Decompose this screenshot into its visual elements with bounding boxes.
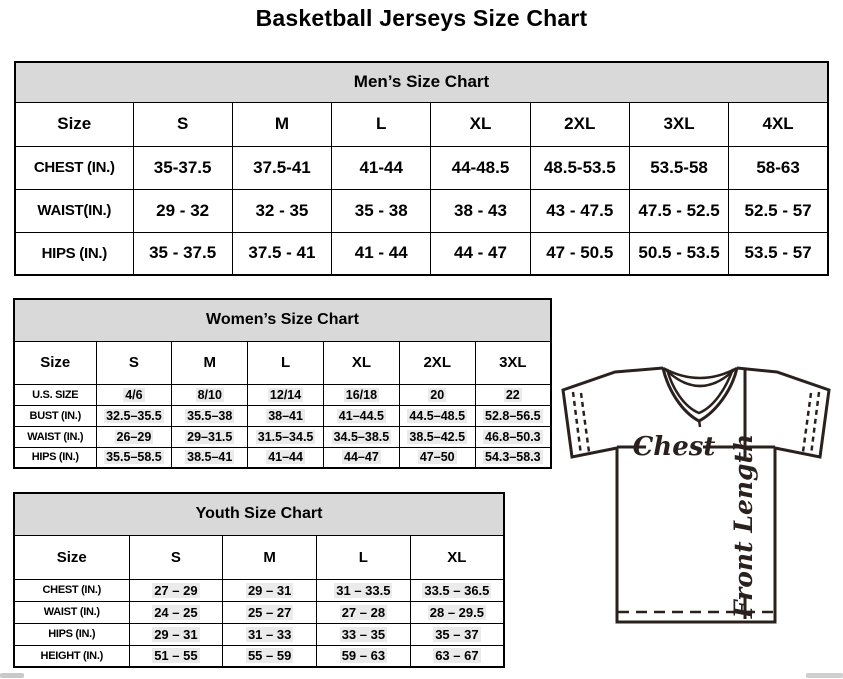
table-cell: 29–31.5 <box>172 426 248 447</box>
table-cell: 27 – 28 <box>317 601 411 623</box>
table-cell: 37.5-41 <box>232 146 331 189</box>
table-cell: 20 <box>399 384 475 405</box>
column-header: L <box>332 102 431 146</box>
column-header: M <box>172 341 248 384</box>
table-cell: 32 - 35 <box>232 189 331 232</box>
collar-v-notch <box>699 420 700 427</box>
horizontal-scrollbar-fragment-left[interactable] <box>0 673 24 678</box>
table-cell: 35.5–58.5 <box>96 447 172 468</box>
table-cell: 59 – 63 <box>317 645 411 667</box>
column-header: XL <box>431 102 530 146</box>
column-header: 2XL <box>399 341 475 384</box>
row-label: CHEST (IN.) <box>14 579 129 601</box>
row-label: HEIGHT (IN.) <box>14 645 129 667</box>
table-cell: 35-37.5 <box>133 146 232 189</box>
table-cell: 48.5-53.5 <box>530 146 629 189</box>
table-cell: 26–29 <box>96 426 172 447</box>
table-cell: 24 – 25 <box>129 601 223 623</box>
table-cell: 27 – 29 <box>129 579 223 601</box>
table-cell: 47–50 <box>399 447 475 468</box>
table-cell: 33 – 35 <box>317 623 411 645</box>
front-length-label: Front Length <box>729 433 758 619</box>
row-label: U.S. SIZE <box>14 384 96 405</box>
jersey-outline <box>563 368 829 622</box>
table-row <box>14 601 504 623</box>
table-row <box>15 189 828 232</box>
table-cell: 58-63 <box>729 146 828 189</box>
table-cell: 47.5 - 52.5 <box>629 189 728 232</box>
table-row <box>14 623 504 645</box>
table-cell: 41–44.5 <box>323 405 399 426</box>
table-cell: 52.5 - 57 <box>729 189 828 232</box>
column-header: L <box>248 341 324 384</box>
row-label: HIPS (IN.) <box>14 623 129 645</box>
mens-size-table <box>14 61 829 276</box>
column-header: M <box>232 102 331 146</box>
table-cell: 41 - 44 <box>332 232 431 275</box>
table-cell: 35 – 37 <box>410 623 504 645</box>
womens-size-table <box>13 298 552 469</box>
row-label: BUST (IN.) <box>14 405 96 426</box>
column-header: S <box>129 535 223 579</box>
table-cell: 54.3–58.3 <box>475 447 551 468</box>
table-cell: 38.5–41 <box>172 447 248 468</box>
table-cell: 22 <box>475 384 551 405</box>
column-header: S <box>96 341 172 384</box>
youth-size-table <box>13 492 505 668</box>
table-cell: 35 - 38 <box>332 189 431 232</box>
table-row <box>14 426 551 447</box>
table-cell: 32.5–35.5 <box>96 405 172 426</box>
table-cell: 38–41 <box>248 405 324 426</box>
row-label: WAIST (IN.) <box>14 601 129 623</box>
table-cell: 55 – 59 <box>223 645 317 667</box>
table-cell: 46.8–50.3 <box>475 426 551 447</box>
row-label: WAIST(IN.) <box>15 189 133 232</box>
column-header: 3XL <box>475 341 551 384</box>
table-cell: 53.5 - 57 <box>729 232 828 275</box>
column-header: Size <box>15 102 133 146</box>
table-cell: 51 – 55 <box>129 645 223 667</box>
table-cell: 44.5–48.5 <box>399 405 475 426</box>
table-cell: 31.5–34.5 <box>248 426 324 447</box>
table-cell: 29 – 31 <box>129 623 223 645</box>
table-cell: 34.5–38.5 <box>323 426 399 447</box>
table-cell: 44 - 47 <box>431 232 530 275</box>
table-cell: 28 – 29.5 <box>410 601 504 623</box>
table-cell: 53.5-58 <box>629 146 728 189</box>
column-header: 4XL <box>729 102 828 146</box>
table-cell: 44-48.5 <box>431 146 530 189</box>
table-cell: 16/18 <box>323 384 399 405</box>
table-row <box>14 384 551 405</box>
table-cell: 12/14 <box>248 384 324 405</box>
row-label: HIPS (IN.) <box>14 447 96 468</box>
jersey-measurement-diagram <box>556 360 838 628</box>
table-cell: 31 – 33 <box>223 623 317 645</box>
table-cell: 41-44 <box>332 146 431 189</box>
table-cell: 52.8–56.5 <box>475 405 551 426</box>
table-cell: 8/10 <box>172 384 248 405</box>
table-title: Women’s Size Chart <box>14 299 551 341</box>
table-cell: 4/6 <box>96 384 172 405</box>
column-header: 2XL <box>530 102 629 146</box>
table-cell: 35.5–38 <box>172 405 248 426</box>
table-cell: 33.5 – 36.5 <box>410 579 504 601</box>
table-cell: 25 – 27 <box>223 601 317 623</box>
table-cell: 41–44 <box>248 447 324 468</box>
table-cell: 38 - 43 <box>431 189 530 232</box>
column-header: S <box>133 102 232 146</box>
table-row <box>14 447 551 468</box>
table-cell: 38.5–42.5 <box>399 426 475 447</box>
table-cell: 43 - 47.5 <box>530 189 629 232</box>
column-header: Size <box>14 341 96 384</box>
column-header: Size <box>14 535 129 579</box>
table-row <box>14 405 551 426</box>
row-label: CHEST (IN.) <box>15 146 133 189</box>
column-header: M <box>223 535 317 579</box>
column-header: 3XL <box>629 102 728 146</box>
table-cell: 29 - 32 <box>133 189 232 232</box>
page-title: Basketball Jerseys Size Chart <box>255 5 588 31</box>
row-label: HIPS (IN.) <box>15 232 133 275</box>
table-title: Youth Size Chart <box>14 493 504 535</box>
table-row <box>15 232 828 275</box>
chest-label: Chest <box>632 432 716 462</box>
table-title: Men’s Size Chart <box>15 62 828 102</box>
horizontal-scrollbar-fragment-right[interactable] <box>806 673 843 678</box>
table-cell: 50.5 - 53.5 <box>629 232 728 275</box>
column-header: XL <box>410 535 504 579</box>
table-row <box>15 146 828 189</box>
table-cell: 47 - 50.5 <box>530 232 629 275</box>
column-header: XL <box>323 341 399 384</box>
column-header: L <box>317 535 411 579</box>
table-cell: 29 – 31 <box>223 579 317 601</box>
table-row <box>14 645 504 667</box>
table-row <box>14 579 504 601</box>
table-cell: 63 – 67 <box>410 645 504 667</box>
table-cell: 35 - 37.5 <box>133 232 232 275</box>
row-label: WAIST (IN.) <box>14 426 96 447</box>
table-cell: 31 – 33.5 <box>317 579 411 601</box>
table-cell: 44–47 <box>323 447 399 468</box>
table-cell: 37.5 - 41 <box>232 232 331 275</box>
